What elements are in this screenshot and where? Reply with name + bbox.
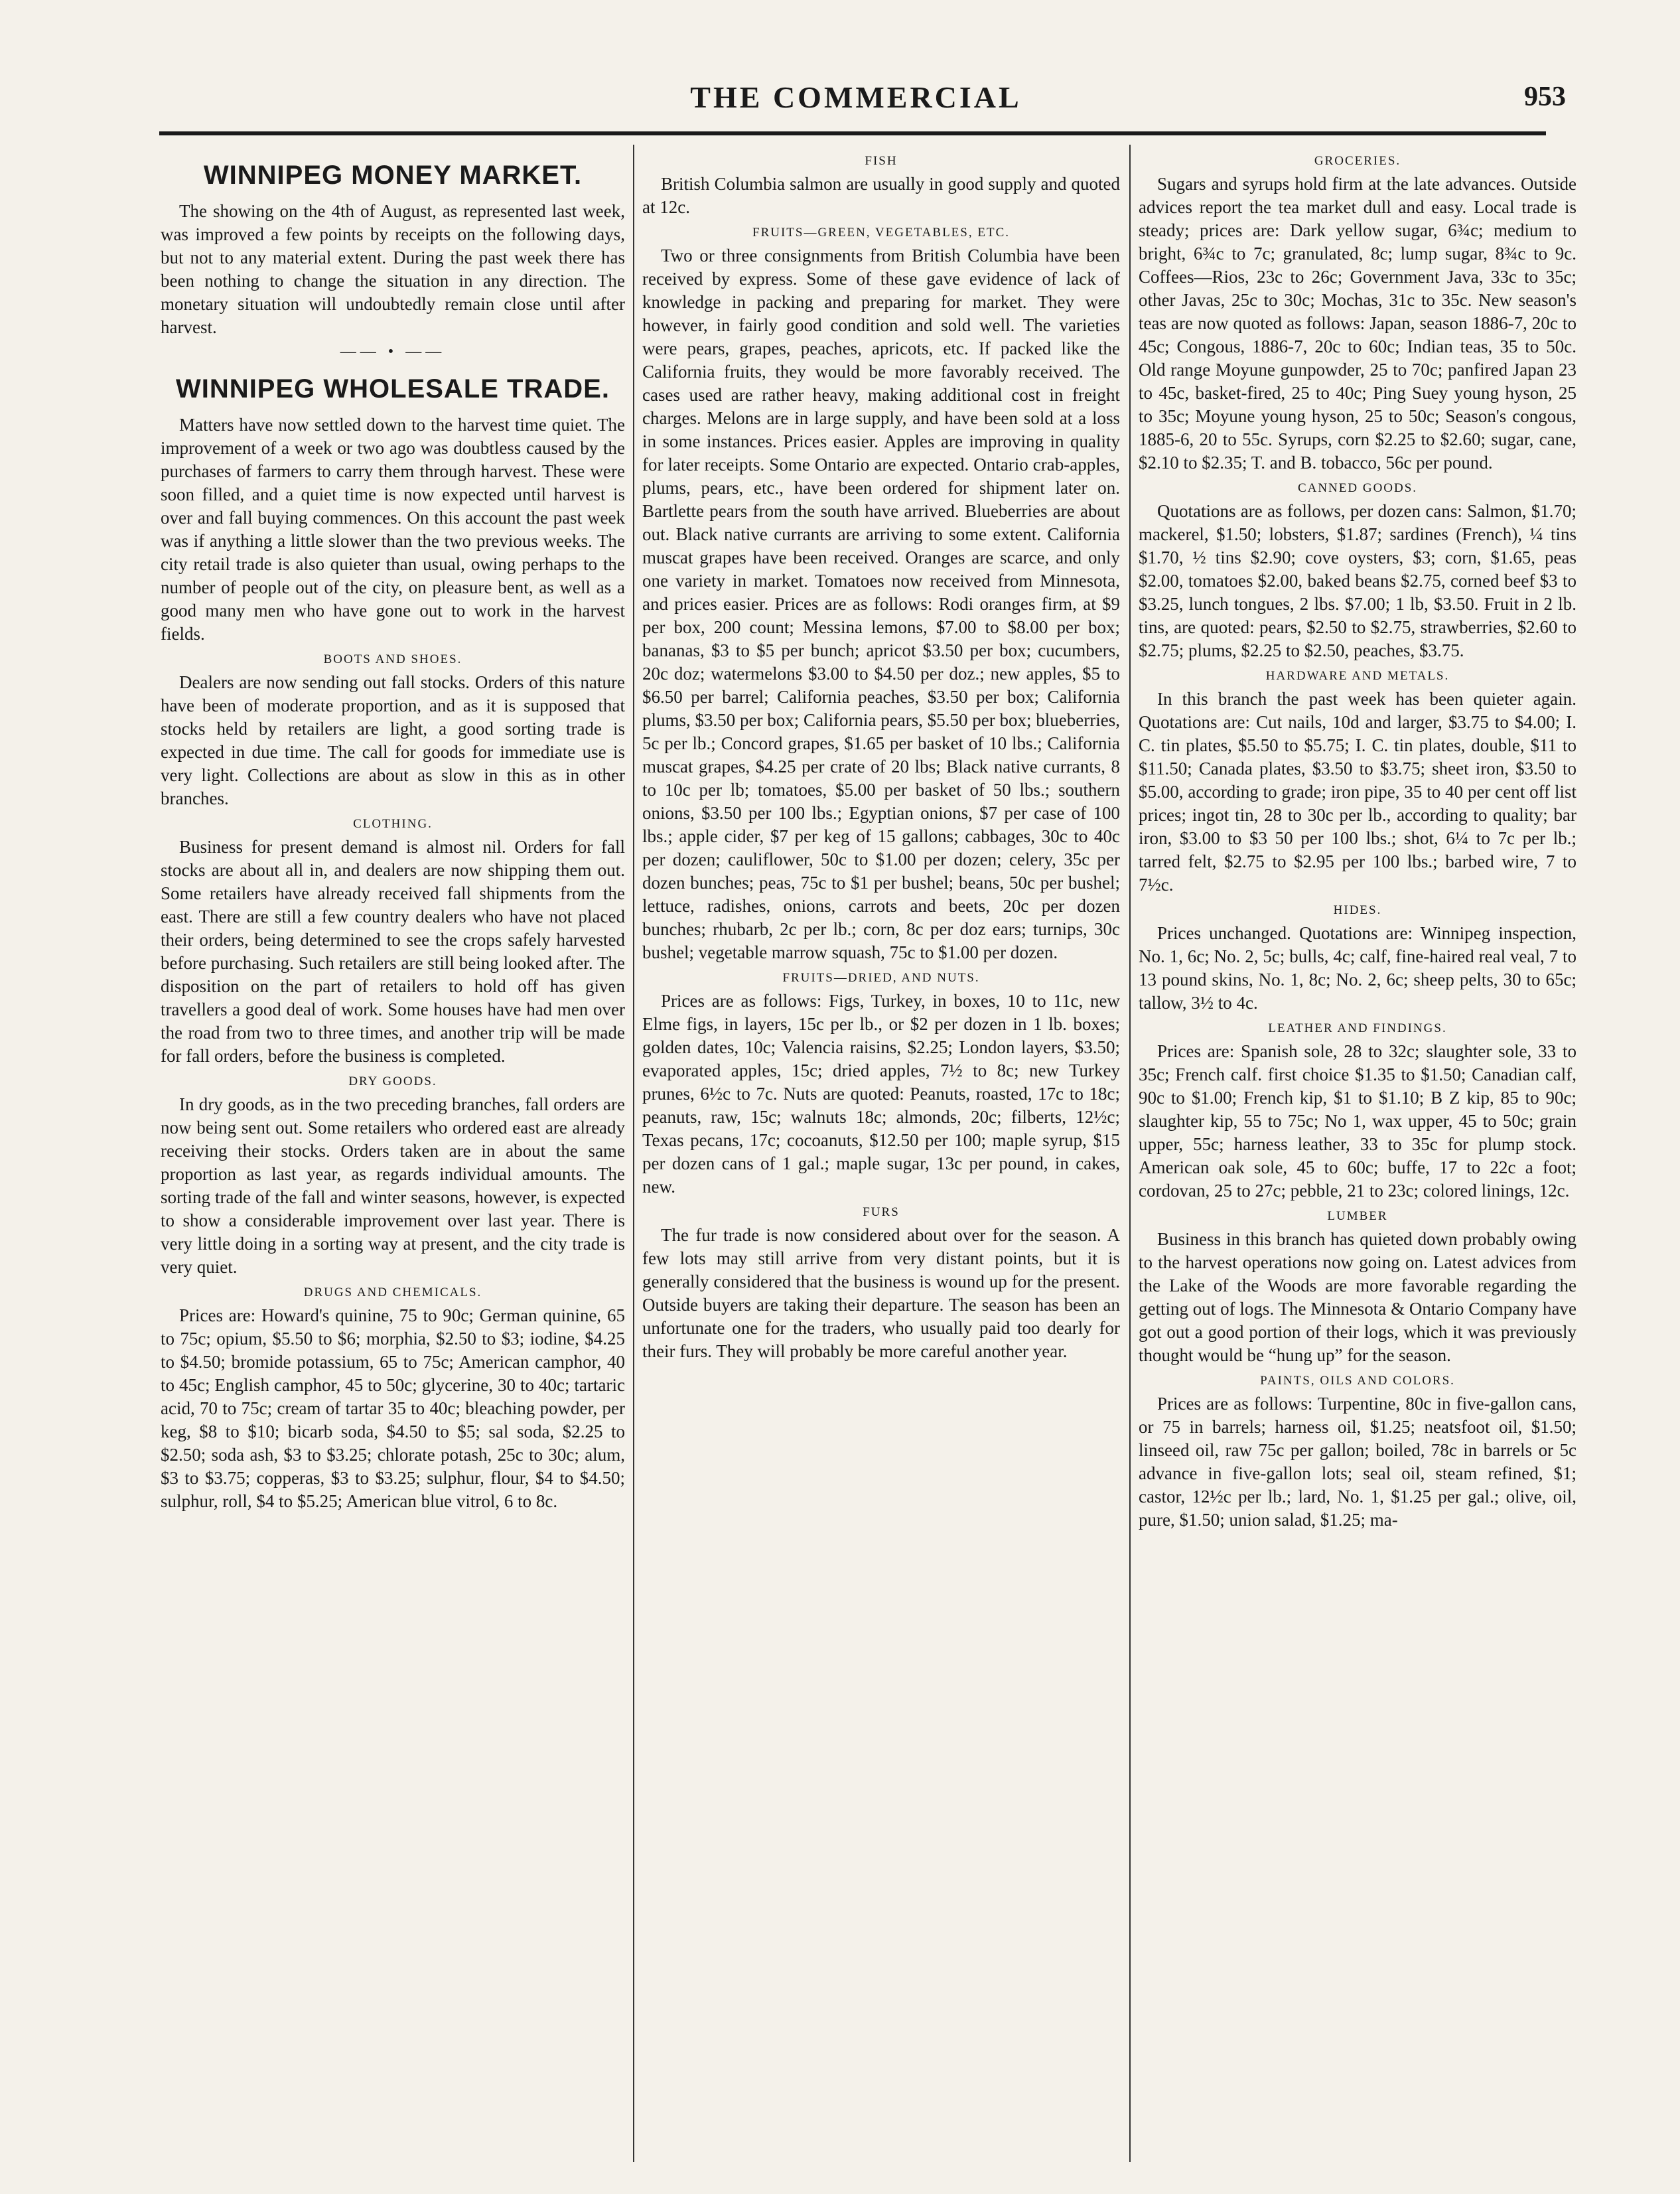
lumber-heading: LUMBER bbox=[1327, 1209, 1388, 1223]
fruits-green-text: Two or three consignments from British Columbia have been received by express. Some of these gave evidence of lack of knowledge in packing and preparing for market. They were however, in fairly good condition and sold well. The varieties were pears, grapes, peaches, apricots, etc. If packed like the California fruits, they would be more favorably received. The cases used are rather heavy, making additional cost in freight charges. Melons are in large supply, and have been sold at a loss in some instances. Prices easier. Apples are improving in quality for later receipts. Some Ontario are expected. Ontario crab-apples, plums, pears, etc., have been ordered for shipment later on. Bartlette pears from the south have arrived. Blueberries are about out. Black native currants are arriving to some extent. California muscat grapes have been received. Oranges are scarce, and only one variety in market. Tomatoes now received from Minnesota, and prices easier. Prices are as follows: Rodi oranges firm, at $9 per box, 200 count; Messina lemons, $7.00 to $8.00 per box; bananas, $3 to $5 per bunch; apricot $3.50 per box; cucumbers, 20c doz; watermelons $3.00 to $4.50 per doz.; new apples, $5 to $6.50 per barrel; California peaches, $3.50 per box; California plums, $3.50 per box; California pears, $5.50 per box; blueberries, 5c per lb.; Concord grapes, $1.65 per basket of 10 lbs.; California muscat grapes, $4.25 per crate of 20 lbs; Black native currants, 8 to 10c per lb; tomatoes, $5.00 per basket of 50 lbs.; southern onions, $3.50 per 100 lbs.; Egyptian onions, $7 per case of 100 lbs.; apple cider, $7 per keg of 15 gallons; cabbages, 30c to 40c per dozen; cauliflower, 50c to $1.00 per dozen; celery, 35c per dozen bunches; peas, 75c to $1 per bushel; beans, 50c per bushel; lettuce, radishes, onions, carrots and beets, 20c per dozen bunches; rhubarb, 2c per lb.; corn, 8c per doz ears; turnips, 30c bushel; vegetable marrow squash, 75c to $1.00 per dozen. bbox=[642, 246, 1120, 962]
wholesale-trade-headline: WINNIPEG WHOLESALE TRADE. bbox=[176, 374, 610, 403]
dry-goods-text: In dry goods, as in the two preceding branches, fall orders are now being sent out. Some retailers who ordered east are already receiving their stocks. Orders taken are in about the same proportion as last year, as regards individual amounts. The sorting trade of the fall and winter seasons, however, is expected to show a considerable improvement over last year. There is very little doing in a sorting way at present, and the city trade is very quiet. bbox=[161, 1094, 625, 1277]
canned-goods-heading: CANNED GOODS. bbox=[1297, 481, 1418, 495]
section-ornament: —— • —— bbox=[340, 343, 446, 360]
furs-text: The fur trade is now considered about over for the season. A few lots may still arrive from very distant points, but it is generally considered that the business is wound up for the present. Outside buyers are taking their departure. The season has been an unfortunate one for the traders, who usually paid too dearly for their furs. They will probably be more careful another year. bbox=[642, 1225, 1120, 1361]
fish-heading: FISH bbox=[865, 154, 898, 168]
page-number: 953 bbox=[1524, 82, 1566, 112]
masthead-rule bbox=[159, 131, 1546, 135]
lumber-text: Business in this branch has quieted down probably owing to the harvest operations now going on. Latest advices from the Lake of the Woods are more favorable regarding the getting out of logs. The Minnesota & Ontario Company have got out a good portion of their logs, which it was previously thought would be “hung up” for the season. bbox=[1139, 1229, 1576, 1365]
fruits-green-heading: FRUITS—GREEN, VEGETABLES, ETC. bbox=[752, 226, 1010, 240]
leather-findings-text: Prices are: Spanish sole, 28 to 32c; slaughter sole, 33 to 35c; French calf. first choice $1.35 to $1.50; Canadian calf, 90c to $1.00; French kip, $1 to $1.10; B Z kip, 85 to 90c; slaughter kip, 55 to 75c; No 1, wax upper, 45 to 50c; grain upper, 55c; harness leather, 33 to 35c for plump stock. American oak sole, 45 to 60c; buffe, 17 to 22c a foot; cordovan, 25 to 27c; pebble, 21 to 23c; colored linings, 12c. bbox=[1139, 1041, 1576, 1201]
column-2 bbox=[642, 147, 1120, 2165]
column-3 bbox=[1139, 147, 1576, 2165]
groceries-heading: GROCERIES. bbox=[1314, 154, 1401, 168]
boots-shoes-text: Dealers are now sending out fall stocks. Orders of this nature have been of moderate proportion, and as it is supposed that stocks held by retailers are light, a good sorting trade is expected in due time. The call for goods for immediate use is very light. Collections are about as slow in this as in other branches. bbox=[161, 672, 625, 808]
canned-goods-text: Quotations are as follows, per dozen cans: Salmon, $1.70; mackerel, $1.50; lobsters, $1.87; sardines (French), ¼ tins $1.70, ½ tins $2.90; cove oysters, $3; corn, $1.65, peas $2.00, tomatoes $2.00, baked beans $2.75, corned beef $3 to $3.25, lunch tongues, 2 lbs. $7.00; 1 lb, $3.50. Fruit in 2 lb. tins, are quoted: pears, $2.50 to $2.75, strawberries, $2.60 to $2.75; plums, $2.25 to $2.50, peaches, $3.75. bbox=[1139, 501, 1576, 660]
fruits-dried-heading: FRUITS—DRIED, AND NUTS. bbox=[782, 971, 980, 985]
paints-oils-text: Prices are as follows: Turpentine, 80c in five-gallon cans, or 75 in barrels; harness oil, $1.25; neatsfoot oil, $1.50; linseed oil, raw 75c per gallon; boiled, 78c in barrels or 5c advance in five-gallon lots; seal oil, steam refined, $1; castor, 12½c per lb.; lard, No. 1, $1.25 per gal.; olive, oil, pure, $1.50; union salad, $1.25; ma- bbox=[1139, 1394, 1576, 1530]
wholesale-trade-text: Matters have now settled down to the harvest time quiet. The improvement of a week or two ago was doubtless caused by the purchases of farmers to carry them through harvest. These were soon filled, and a quiet time is now expected until harvest is over and fall buying commences. On this account the past week was if anything a little slower than the two previous weeks. The city retail trade is also quieter than usual, owing perhaps to the number of people out of the city, on pleasure bent, as well as a good many men who have gone out to work in the harvest fields. bbox=[161, 415, 625, 644]
boots-shoes-heading: BOOTS AND SHOES. bbox=[323, 652, 462, 666]
clothing-text: Business for present demand is almost nil. Orders for fall stocks are about all in, and dealers are now shipping them out. Some retailers have already received fall shipments from the east. There are still a few country dealers who have not placed their orders, being determined to see the crops safely harvested before purchasing. Such retailers are still being looked after. The disposition on the part of retailers to hold off has given travellers a good deal of work. Some houses have had men over the road from two to three times, and another trip will be made for fall orders, before the business is completed. bbox=[161, 837, 625, 1066]
column-divider bbox=[1129, 145, 1131, 2162]
hides-text: Prices unchanged. Quotations are: Winnipeg inspection, No. 1, 6c; No. 2, 5c; bulls, 4c; calf, fine-haired real veal, 7 to 13 pound skins, No. 1, 8c; No. 2, 6c; sheep pelts, 30 to 65c; tallow, 3½ to 4c. bbox=[1139, 923, 1576, 1013]
masthead bbox=[159, 74, 1566, 127]
furs-heading: FURS bbox=[863, 1205, 900, 1219]
clothing-heading: CLOTHING. bbox=[353, 817, 433, 831]
fruits-dried-text: Prices are as follows: Figs, Turkey, in boxes, 10 to 11c, new Elme figs, in layers, 15c per lb., or $2 per dozen in 1 lb. boxes; golden dates, 10c; Valencia raisins, $2.25; London layers, $3.50; evaporated apples, 15c; dried apples, 7½ to 8c; new Turkey prunes, 6½c to 7c. Nuts are quoted: Peanuts, roasted, 17c to 18c; peanuts, raw, 15c; walnuts 18c; almonds, 20c; filberts, 12½c; Texas pecans, 17c; cocoanuts, $12.50 per 100; maple syrup, $15 per dozen cans of 1 gal.; maple sugar, 13c per pound, in cakes, new. bbox=[642, 991, 1120, 1197]
masthead-title: THE COMMERCIAL bbox=[690, 80, 1022, 114]
hardware-metals-heading: HARDWARE AND METALS. bbox=[1265, 669, 1450, 683]
paints-oils-heading: PAINTS, OILS AND COLORS. bbox=[1260, 1374, 1455, 1388]
fish-text: British Columbia salmon are usually in good supply and quoted at 12c. bbox=[642, 174, 1120, 217]
money-market-headline: WINNIPEG MONEY MARKET. bbox=[203, 161, 583, 190]
dry-goods-heading: DRY GOODS. bbox=[348, 1074, 437, 1088]
groceries-text: Sugars and syrups hold firm at the late advances. Outside advices report the tea market dull and easy. Local trade is steady; prices are: Dark yellow sugar, 6¾c; medium to bright, 6¾c to 7c; granulated, 8c; lump sugar, 8¾c to 9c. Coffees—Rios, 23c to 26c; Government Java, 33c to 35c; other Javas, 25c to 30c; Mochas, 31c to 35c. New season's teas are now quoted as follows: Japan, season 1886-7, 20c to 45c; Congous, 1886-7, 20c to 60c; Indian teas, 35 to 50c. Old range Moyune gunpowder, 25 to 70c; panfired Japan 23 to 45c, basket-fired, 25 to 40c; Ping Suey young hyson, 25 to 35c; Moyune young hyson, 25 to 50c; Season's congous, 1885-6, 20 to 55c. Syrups, corn $2.25 to $2.60; sugar, cane, $2.10 to $2.35; T. and B. tobacco, 56c per pound. bbox=[1139, 174, 1576, 473]
money-market-text: The showing on the 4th of August, as represented last week, was improved a few points by receipts on the following days, but not to any material extent. During the past week there has been nothing to change the situation in any direction. The monetary situation will undoubtedly remain close until after harvest. bbox=[161, 201, 625, 337]
drugs-chemicals-text: Prices are: Howard's quinine, 75 to 90c; German quinine, 65 to 75c; opium, $5.50 to $6; morphia, $2.50 to $3; iodine, $4.25 to $4.50; bromide potassium, 65 to 75c; American camphor, 40 to 45c; English camphor, 45 to 50c; glycerine, 30 to 40c; tartaric acid, 70 to 75c; cream of tartar 35 to 40c; bleaching powder, per keg, $8 to $10; bicarb soda, $4.50 to $5; sal soda, $2.25 to $2.50; soda ash, $3 to $3.25; chlorate potash, 25c to 30c; alum, $3 to $3.75; copperas, $3 to $3.25; sulphur, flour, $4 to $4.50; sulphur, roll, $4 to $5.25; American blue vitrol, 6 to 8c. bbox=[161, 1305, 625, 1511]
hardware-metals-text: In this branch the past week has been quieter again. Quotations are: Cut nails, 10d and larger, $3.75 to $4.00; I. C. tin plates, $5.50 to $5.75; I. C. tin plates, double, $11 to $11.50; Canada plates, $3.50 to $3.75; sheet iron, $3.50 to $5.00, according to grade; iron pipe, 35 to 40 per cent off list prices; ingot tin, 28 to 30c per lb., according to quality; bar iron, $3.00 to $3 50 per 100 lbs.; shot, 6¼ to 7c per lb.; tarred felt, $2.75 to $2.95 per 100 lbs.; barbed wire, 7 to 7½c. bbox=[1139, 689, 1576, 895]
leather-findings-heading: LEATHER AND FINDINGS. bbox=[1268, 1021, 1447, 1035]
column-1 bbox=[161, 147, 625, 2165]
drugs-chemicals-heading: DRUGS AND CHEMICALS. bbox=[303, 1285, 482, 1299]
hides-heading: HIDES. bbox=[1333, 903, 1382, 917]
column-divider bbox=[633, 145, 634, 2162]
